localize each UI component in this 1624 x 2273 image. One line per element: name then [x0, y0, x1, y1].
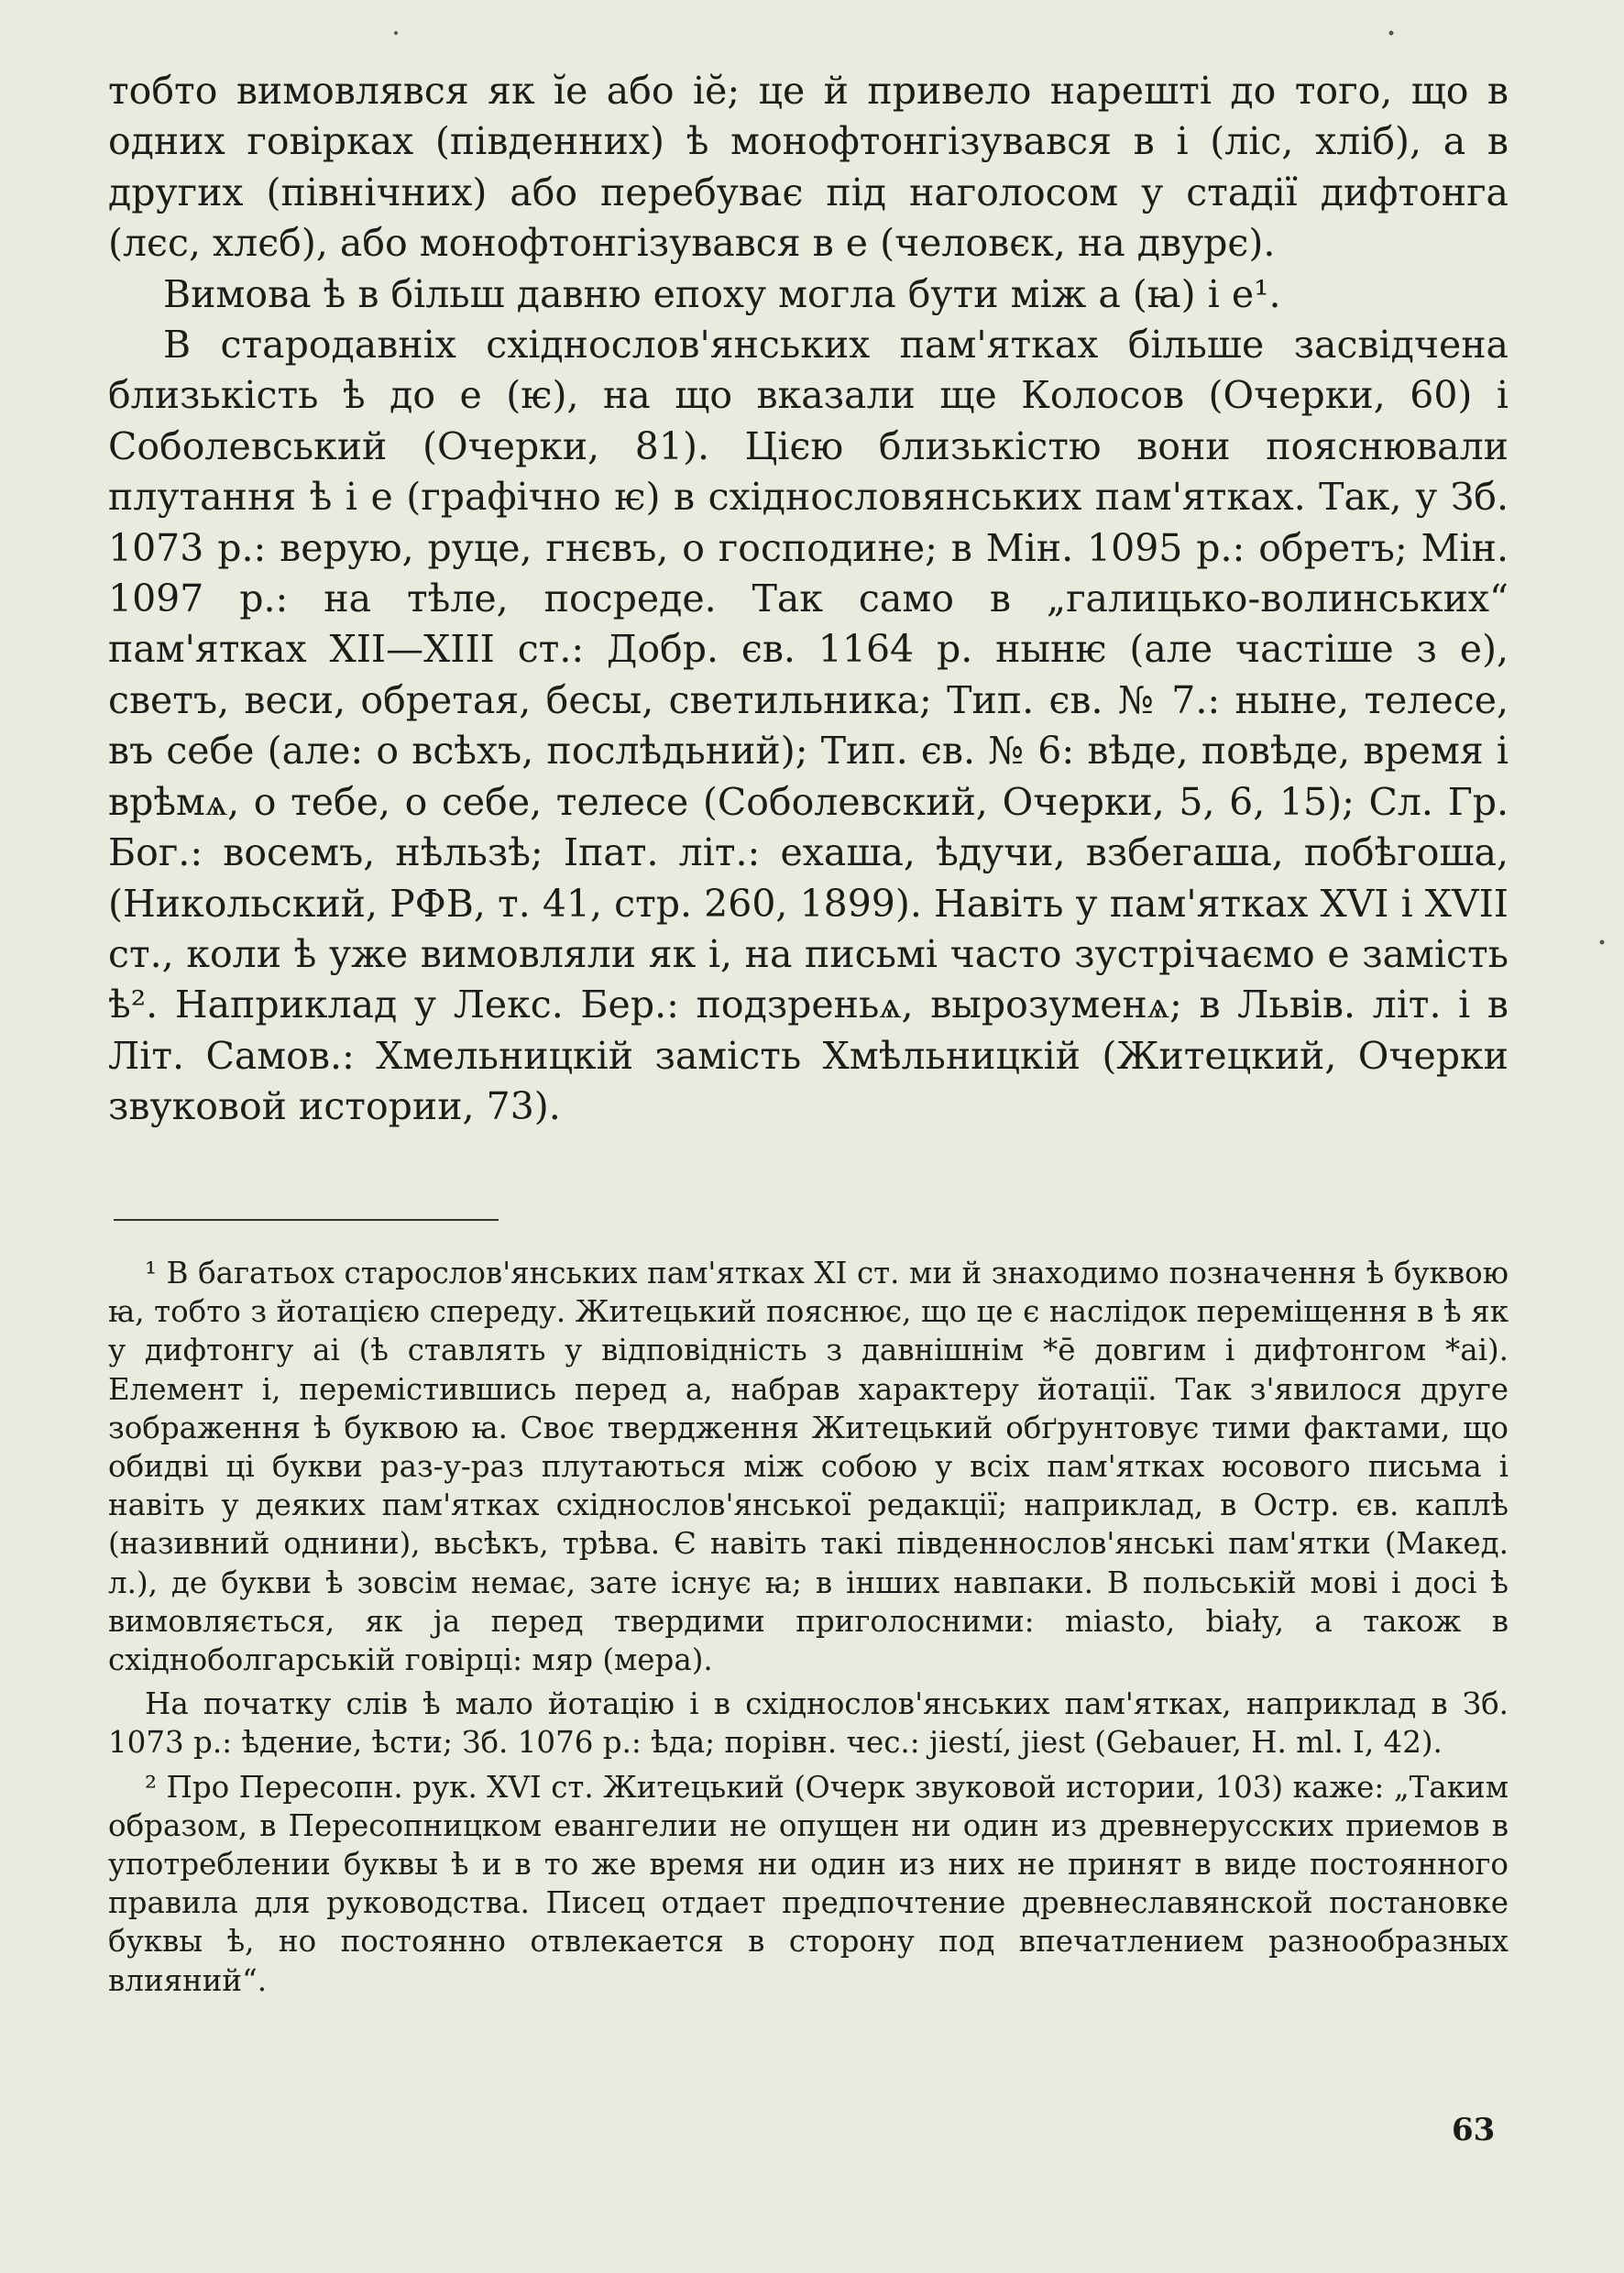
footnote-1: ¹ В багатьох старослов'янських пам'ятках XI ст. ми й знаходимо позначення ѣ буквою ꙗ, тобто з йотацією спереду. Житецький пояснює, що це є наслідок переміщення в ѣ як у дифтонгу ai (ѣ ставлять у відповідність з давнішнім *ē довгим і дифтонгом *ai). Елемент і, перемістившись перед а, набрав характеру йотації. Так з'явилося друге зображення ѣ буквою ꙗ. Своє твердження Житецький обґрунтовує тими фактами, що обидві ці букви раз-у-раз плутаються між собою у всіх пам'ятках юсового письма і навіть у деяких пам'ятках східнослов'янської редакції; наприклад, в Остр. єв. каплѣ (називний однини), вьсѣкъ, трѣва. Є навіть такі південнослов'янські пам'ятки (Макед. л.), де букви ѣ зовсім немає, зате існує ꙗ; в інших навпаки. В польській мові і досі ѣ вимовляється, як ja перед твердими приголосними: miasto, biały, а також в східноболгарській говірці: мяр (мера).: [108, 1256, 1509, 1678]
paragraph-monuments: В стародавніх східнослов'янських пам'ятках більше засвідчена близькість ѣ до е (ѥ), на що вказали ще Колосов (Очерки, 60) і Соболевський (Очерки, 81). Цією близькістю вони пояснювали плутання ѣ і е (графічно ѥ) в східнословянських пам'ятках. Так, у Зб. 1073 р.: верую, руце, гнєвъ, о господине; в Мін. 1095 р.: обретъ; Мін. 1097 р.: на тѣле, посреде. Так само в „галицько-волинських“ пам'ятках XII—XIII ст.: Добр. єв. 1164 р. нынѥ (але частіше з е), светъ, веси, обретая, бесы, светильника; Тип. єв. № 7.: ныне, телесе, въ себе (але: о всѣхъ, послѣдьний); Тип. єв. № 6: вѣде, повѣде, время і врѣмѧ, о тебе, о себе, телесе (Соболевский, Очерки, 5, 6, 15); Сл. Гр. Бог.: восемъ, нѣльзѣ; Іпат. літ.: ехаша, ѣдучи, взбегаша, побѣгоша, (Никольский, РФВ, т. 41, стр. 260, 1899). Навіть у пам'ятках XVI і XVII ст., коли ѣ уже вимовляли як і, на письмі часто зустрічаємо е замість ѣ². Наприклад у Лекс. Бер.: подзреньѧ, вырозуменѧ; в Львів. літ. і в Літ. Самов.: Хмельницкій замість Хмѣльницкій (Житецкий, Очерки звуковой истории, 73).: [108, 323, 1509, 1129]
footnote-1-continuation: На початку слів ѣ мало йотацію і в східнослов'янських пам'ятках, наприклад в Зб. 1073 р.: ѣдение, ѣсти; Зб. 1076 р.: ѣда; порівн. чес.: jiestí, jiest (Gebauer, H. ml. I, 42).: [108, 1686, 1509, 1761]
paragraph-pronunciation: Вимова ѣ в більш давню епоху могла бути між а (ꙗ) і е¹.: [163, 271, 1281, 316]
footnote-2: ² Про Пересопн. рук. XVI ст. Житецький (Очерк звуковой истории, 103) каже: „Таким образом, в Пересопницком евангелии не опущен ни один из древнерусских приемов в употреблении буквы ѣ и в то же время ни один из них не принят в виде постоянного правила для руководства. Писец отдает предпочтение древнеславянской постановке буквы ѣ, но постоянно отвлекается в сторону под впечатлением разнообразных влияний“.: [108, 1769, 1509, 1998]
paragraph-continuation: тобто вимовлявся як ĭе або іĕ; це й привело нарешті до того, що в одних говірках (південних) ѣ монофтонгізувався в і (ліс, хліб), а в других (північних) або перебуває під наголосом у стадії дифтонга (лєс, хлєб), або монофтонгізувався в е (человєк, на двурє).: [108, 69, 1509, 266]
page-number: 63: [1452, 2112, 1496, 2148]
